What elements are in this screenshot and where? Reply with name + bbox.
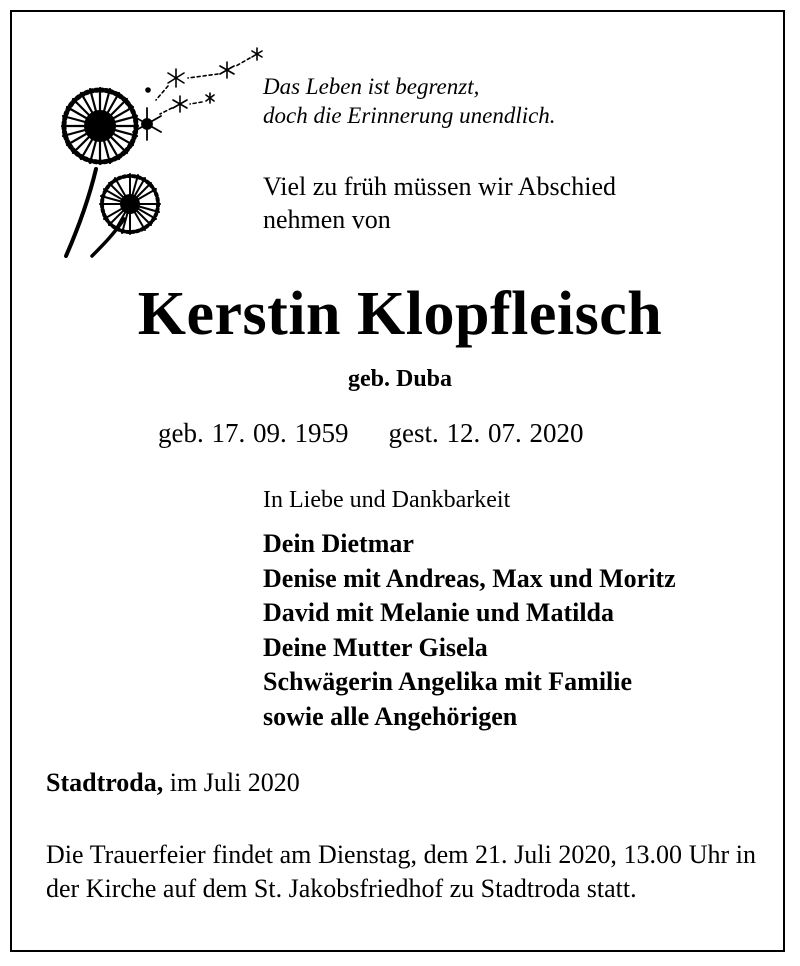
mourners-list bbox=[263, 527, 676, 734]
birth-date: geb. 17. 09. 1959 bbox=[158, 418, 349, 448]
mourner-item: David mit Melanie und Matilda bbox=[263, 598, 615, 627]
deceased-name: Kerstin Klopfleisch bbox=[137, 280, 663, 348]
funeral-notice: Die Trauerfeier findet am Dienstag, dem 21. Juli 2020, 13.00 Uhr in der Kirche auf dem St. Jakobsfriedhof zu Stadtroda statt. bbox=[46, 840, 756, 903]
mourner-item: Denise mit Andreas, Max und Moritz bbox=[263, 563, 676, 593]
love-line: In Liebe und Dankbarkeit bbox=[263, 487, 511, 513]
place-date bbox=[46, 766, 300, 799]
intro-line-2: nehmen von bbox=[263, 205, 391, 234]
life-dates bbox=[158, 416, 583, 450]
intro-line-1: Viel zu früh müssen wir Abschied bbox=[263, 172, 616, 201]
mourner-item: Schwägerin Angelika mit Familie bbox=[263, 667, 633, 696]
place-town: Stadtroda, bbox=[46, 768, 164, 797]
dandelion-icon bbox=[52, 44, 282, 260]
quote-line-1: Das Leben ist begrenzt, bbox=[263, 74, 480, 99]
intro-text bbox=[263, 170, 616, 236]
quote bbox=[263, 72, 556, 130]
place-month: im Juli 2020 bbox=[169, 768, 300, 797]
mourner-item: sowie alle Angehörigen bbox=[263, 701, 518, 731]
mourner-item: Dein Dietmar bbox=[263, 529, 414, 558]
maiden-name: geb. Duba bbox=[347, 366, 453, 392]
quote-line-2: doch die Erinnerung unendlich. bbox=[263, 103, 556, 128]
mourner-item: Deine Mutter Gisela bbox=[263, 632, 488, 662]
death-date: gest. 12. 07. 2020 bbox=[388, 418, 584, 448]
